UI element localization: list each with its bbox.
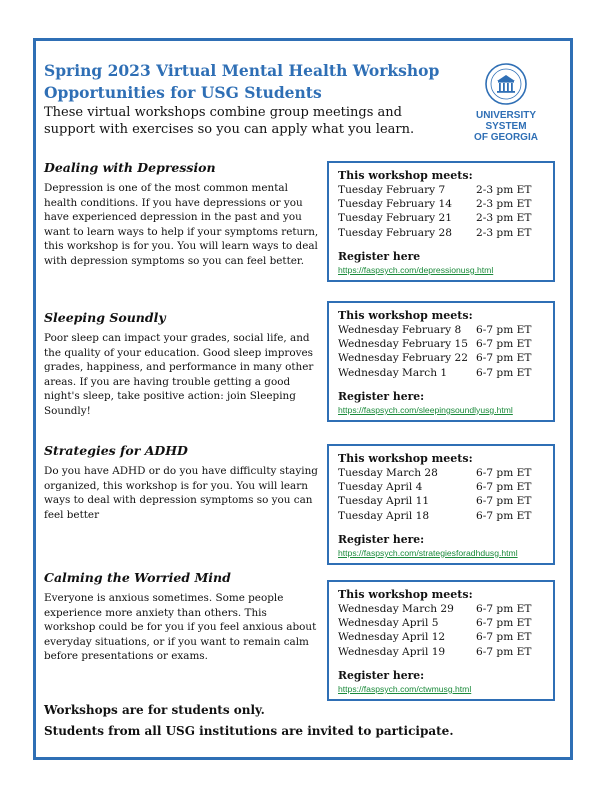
session-day: Wednesday March 1 [338,366,448,379]
register-link[interactable]: https://faspsych.com/ctwmusg.html [338,683,472,694]
session-day: Tuesday April 11 [338,495,430,508]
schedule-box-worried-mind [327,580,555,701]
session-row [338,366,546,380]
schedule-box-sleep [327,301,555,422]
session-time: 6-7 pm ET [476,617,532,630]
university-seal-icon [484,62,528,106]
session-time: 6-7 pm ET [476,352,532,365]
session-day: Tuesday February 7 [338,184,446,196]
session-time: 2-3 pm ET [476,198,532,211]
session-time: 6-7 pm ET [476,366,532,379]
footer-note-students-only: Workshops are for students only. [44,703,265,717]
footer-note-invitation: Students from all USG institutions are invited to participate. [44,724,454,738]
session-time: 6-7 pm ET [476,324,532,336]
session-day: Tuesday March 28 [338,467,438,479]
session-time: 6-7 pm ET [476,509,532,522]
register-label: Register here: [338,389,425,403]
session-day: Wednesday April 12 [338,631,446,644]
session-time: 6-7 pm ET [476,467,532,479]
session-row [338,602,546,616]
workshop-description: Do you have ADHD or do you have difficulty staying organized, this workshop is for you. You will learn ways to deal with depression symptoms so you can feel better [44,465,318,521]
workshop-title: Strategies for ADHD [44,443,188,458]
usg-logo [456,62,556,143]
workshop-title: Calming the Worried Mind [44,570,231,585]
register-link[interactable]: https://faspsych.com/depressionusg.html [338,264,494,275]
session-row [338,645,546,659]
session-day: Tuesday April 18 [338,509,430,522]
session-row [338,323,546,337]
session-row [338,480,546,494]
session-row [338,197,546,211]
session-time: 6-7 pm ET [476,603,532,615]
session-time: 2-3 pm ET [476,226,532,239]
session-time: 6-7 pm ET [476,495,532,508]
session-day: Tuesday February 14 [338,198,452,211]
schedule-heading: This workshop meets: [338,588,473,601]
session-day: Wednesday February 15 [338,338,468,351]
workshop-description: Poor sleep can impact your grades, social life, and the quality of your education. Good sleep improves grades, happiness, and performance in many other areas. If you are having trouble getting a good night's sleep, take positive action: join Sleeping Soundly! [44,332,314,417]
session-row [338,616,546,630]
register-label: Register here: [338,532,425,546]
schedule-heading: This workshop meets: [338,452,473,465]
logo-line-2: OF GEORGIA [474,132,538,143]
session-day: Wednesday April 19 [338,645,446,658]
session-time: 6-7 pm ET [476,338,532,351]
schedule-box-adhd [327,444,555,565]
session-row [338,226,546,240]
workshop-section-adhd [44,443,320,522]
register-label: Register here: [338,668,425,682]
session-day: Wednesday February 8 [338,324,462,336]
session-time: 6-7 pm ET [476,481,532,494]
workshop-section-depression [44,160,320,269]
session-time: 6-7 pm ET [476,631,532,644]
session-day: Wednesday March 29 [338,603,454,615]
session-day: Wednesday April 5 [338,617,439,630]
session-day: Tuesday February 21 [338,212,452,225]
schedule-heading: This workshop meets: [338,309,473,322]
register-link[interactable]: https://faspsych.com/sleepingsoundlyusg.html [338,404,513,415]
session-day: Tuesday February 28 [338,226,452,239]
workshop-section-sleep [44,310,320,419]
session-row [338,509,546,523]
logo-text [456,110,556,143]
session-row [338,351,546,365]
workshop-description: Everyone is anxious sometimes. Some people experience more anxiety than others. This workshop could be for you if you feel anxious about everyday situations, or if you want to remain calm before presentations or exams. [44,592,317,663]
session-time: 2-3 pm ET [476,184,532,196]
session-day: Wednesday February 22 [338,352,468,365]
workshop-section-worried-mind [44,570,320,664]
title-line-2: Opportunities for USG Students [44,83,322,102]
schedule-heading: This workshop meets: [338,169,473,182]
session-row [338,630,546,644]
session-row [338,466,546,480]
workshop-description: Depression is one of the most common mental health conditions. If you have depressions or you have experienced depression in the past and you want to learn ways to help if your symptoms return, this workshop is for you. You will learn ways to deal with depression symptoms so you can feel better. [44,182,319,267]
page-title [44,60,444,104]
session-row [338,494,546,508]
session-time: 2-3 pm ET [476,212,532,225]
workshop-title: Sleeping Soundly [44,310,166,325]
logo-line-1: UNIVERSITY SYSTEM [475,110,536,132]
session-row [338,337,546,351]
page-subtitle: These virtual workshops combine group meetings and support with exercises so you can apply what you learn. [44,105,415,137]
session-day: Tuesday April 4 [338,481,423,494]
session-row [338,211,546,225]
session-time: 6-7 pm ET [476,645,532,658]
workshop-title: Dealing with Depression [44,160,216,175]
register-label: Register here [338,249,421,263]
title-line-1: Spring 2023 Virtual Mental Health Workshop [44,61,440,80]
schedule-box-depression [327,161,555,282]
register-link[interactable]: https://faspsych.com/strategiesforadhdusg.html [338,547,518,558]
session-row [338,183,546,197]
